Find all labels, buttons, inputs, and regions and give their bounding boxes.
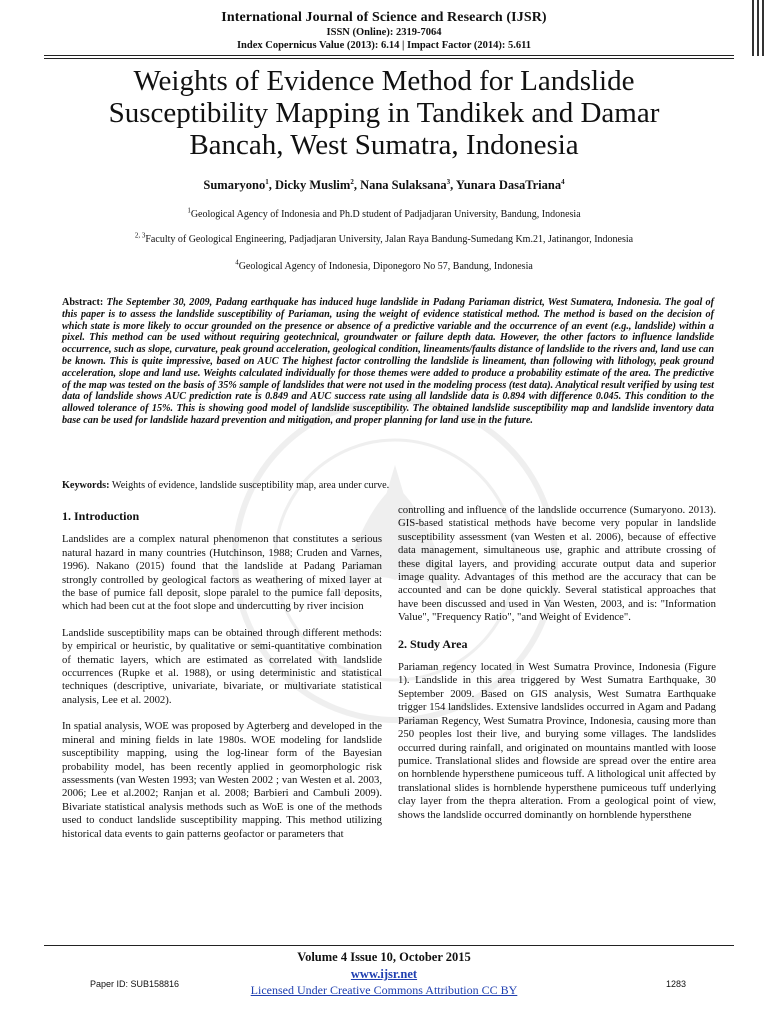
footer-paper-id: Paper ID: SUB158816 bbox=[90, 979, 180, 989]
author-affil-ref: 3 bbox=[446, 177, 451, 186]
affiliation-ref: 1 bbox=[187, 206, 191, 215]
affiliation bbox=[0, 206, 768, 220]
header-rule-thin bbox=[44, 58, 734, 59]
author-affil-ref: 2 bbox=[350, 177, 354, 186]
right-column bbox=[398, 504, 716, 835]
page-corner-stripes-icon bbox=[750, 0, 768, 56]
paragraph: Pariaman regency located in West Sumatra Province, Indonesia (Figure 1). Landslide in this area triggered by West Sumatra Earthquake, 30 September 2009. Based on GIS analysis, West Sumatra Earthquake trigger 154 landslides. Extensive landslides occurred in Agam and Padang Pariaman Regency, West Sumatra Province, Indonesia, causing more than 250 peoples lost their live, and burying some villages. The landslides occurred during rainfall, and originated on mountains mantled with loose pumice. Translational slides and flowside are spread over the entire area on hornblende hypersthene pumiceous tuff. A lithological unit affected by translational slides is hornblende hypersthene pumiceous tuff underlying clay layer from the thepra alteration. From a geological point of view, shows the landslide occurred dominantly on hornblende hypersthene bbox=[398, 661, 716, 821]
section-heading-study-area: 2. Study Area bbox=[398, 636, 468, 651]
author-affil-ref: 1 bbox=[265, 177, 269, 186]
paragraph: Landslides are a complex natural phenomenon that constitutes a serious natural hazard in many countries (Hutchinson, 1988; Cruden and Varnes, 1996). Nakano (2015) found that the landslide at Padang Pariaman strongly controlled by geological factors as weathering of mixed layer at the base of pumice fall deposit, slope paralel to the pumice fall deposits, which had been cut at the foot slope and undercutting by river incision bbox=[62, 533, 382, 613]
footer-journal-link[interactable]: www.ijsr.net bbox=[350, 967, 418, 981]
keywords-text: Weights of evidence, landslide susceptibility map, area under curve. bbox=[111, 480, 390, 491]
affiliation-text: Geological Agency of Indonesia and Ph.D student of Padjadjaran University, Bandung, Indonesia bbox=[190, 209, 581, 220]
affiliation bbox=[0, 231, 768, 245]
abstract-label: Abstract: bbox=[62, 297, 104, 308]
journal-issn: ISSN (Online): 2319-7064 bbox=[326, 27, 442, 38]
abstract bbox=[62, 297, 714, 427]
footer-volume: Volume 4 Issue 10, October 2015 bbox=[297, 950, 471, 964]
keywords-label: Keywords: bbox=[62, 480, 110, 491]
abstract-text: The September 30, 2009, Padang earthquake has induced huge landslide in Padang Pariaman district, West Sumatera, Indonesia. The goal of this paper is to assess the landslide susceptibility of Pariaman, using the weight of evidence statistical method. The method is based on the decision of which state is more likely to occur grounded on the presence or absence of a predictive variable and the occurrence of an event (e.g., landslide) within a pixel. This method can be used without requiring geotechnical, groundwater or failure depth data. However, the other factors to influence landslide occurrence, such as slope, curvature, peak ground acceleration, geological condition, lineaments/faults distance of landslide to the rivers and, land use can be known. This is quite impressive, based on AUC The highest factor controlling the landslide is lineament, than following with lithology, peak ground acceleration, slope and land use. Weights calculated individually for those themes were added to produce a probability estimate of the area. The predictive of the map was tested on the basis of 35% sample of landslides that were not used in the modeling process (test data). Analytical result verified by using test data of landslide shows AUC prediction rate is 0.849 and AUC success rate using all landslide data is 0.894 with difference 0.045. This condition to the allowed tolerance of 15%. This is showing good model of landslide susceptibility. The obtained landslide susceptibility map and landslide inventory data base can be used for landslide hazard prevention and mitigation, and proper planning for land use in the future. bbox=[62, 297, 714, 426]
footer-license-link[interactable]: Licensed Under Creative Commons Attribution CC BY bbox=[250, 983, 518, 997]
footer-rule bbox=[44, 945, 734, 946]
paragraph: Landslide susceptibility maps can be obtained through different methods: by empirical or heuristic, by qualitative or semi-quantitative combination of thematic layers, which are estimated as correlated with landslide occurrences (Rupke et al. 1988), or using deterministic and statistical techniques (descriptive, univariate, bivariate, or multivariate statistical analysis, Lee et al. 2002). bbox=[62, 626, 382, 706]
paragraph: controlling and influence of the landslide occurrence (Sumaryono. 2013). GIS-based statistical methods have become very popular in landslide susceptibility assessment (van Westen et al. 2006), because of effective data management, simultaneous use, graphic and attribute crossing of these digital layers, and providing accurate output data and superior image quality. Advantages of this method are the accuracy that can be accounted and can be done quickly. Several statistical approaches that have been discussed and used in Van Westen, 2003, and is: "Information Value", "Frequency Ratio", "and Weight of Evidence". bbox=[398, 504, 716, 624]
paragraph: In spatial analysis, WOE was proposed by Agterberg and developed in the mineral and mining fields in late 1980s. WOE modeling for landslide susceptibility mapping, using the log-linear form of the Bayesian probability model, has been recently applied in geomorphologic risk assessments (van Westen 1993; van Westen 2002 ; van Westen et al. 2003, 2006; Lee et al.2002; Ranjan et al. 2008; Barbieri and Cambuli 2009). Bivariate statistical analysis methods such as WoE is one of the methods used to conduct landslide susceptibility mapping. This method utilizing historical data events to gain patterns geofactor or parameters that bbox=[62, 720, 382, 840]
paper-title: Weights of Evidence Method for Landslide Susceptibility Mapping in Tandikek and Damar Bancah, West Sumatra, Indonesia bbox=[108, 65, 660, 161]
affiliation-ref: 4 bbox=[235, 258, 239, 267]
header-rule bbox=[44, 55, 734, 56]
author-name: Yunara DasaTriana bbox=[455, 178, 562, 192]
author-affil-ref: 4 bbox=[561, 177, 565, 186]
journal-index: Index Copernicus Value (2013): 6.14 | Impact Factor (2014): 5.611 bbox=[236, 40, 532, 51]
affiliation bbox=[0, 258, 768, 272]
section-heading-introduction: 1. Introduction bbox=[62, 509, 140, 523]
affiliation-text: Faculty of Geological Engineering, Padjadjaran University, Jalan Raya Bandung-Sumedang Km.21, Jatinangor, Indonesia bbox=[145, 234, 634, 245]
left-column bbox=[62, 504, 382, 854]
affiliation-text: Geological Agency of Indonesia, Diponegoro No 57, Bandung, Indonesia bbox=[238, 261, 533, 272]
author-name: Dicky Muslim bbox=[274, 178, 351, 192]
journal-name: International Journal of Science and Research (IJSR) bbox=[221, 10, 547, 25]
keywords bbox=[62, 480, 714, 491]
author-name: Sumaryono bbox=[203, 178, 266, 192]
affiliation-ref: 2, 3 bbox=[134, 231, 146, 240]
footer-page-number: 1283 bbox=[665, 979, 686, 989]
author-name: Nana Sulaksana bbox=[360, 178, 447, 192]
author-list: Sumaryono$^1$, Dicky Muslim$^2$, Nana Sulaksana$^3$, Yunara DasaTriana$^4$ bbox=[203, 177, 565, 192]
